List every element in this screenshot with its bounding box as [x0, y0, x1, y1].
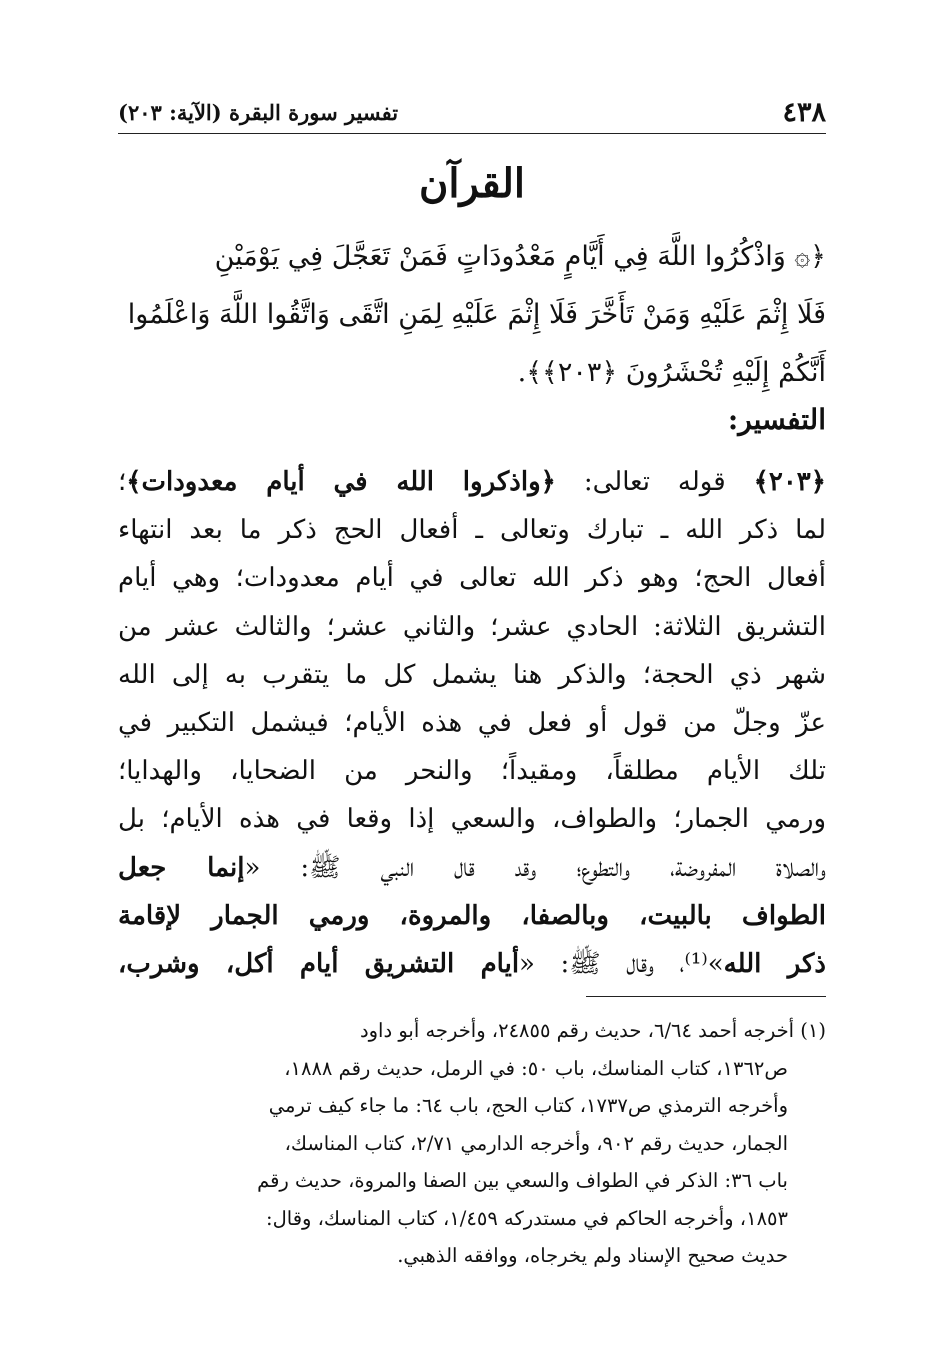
body-line: [118, 458, 826, 506]
footnote-line: وأخرجه الترمذي ص١٧٣٧، كتاب الحج، باب ٦٤: ما جاء كيف ترمي: [268, 1094, 788, 1117]
tafsir-body: [118, 458, 826, 988]
quoted-verse: ﴿واذكروا الله في أيام معدودات﴾: [126, 467, 556, 497]
running-title: تفسير سورة البقرة (الآية: ٢٠٣): [118, 99, 399, 125]
quran-verse: [118, 228, 826, 402]
footnote-line: الجمار، حديث رقم ٩٠٢، وأخرجه الدارمي ٢/٧١، كتاب المناسك،: [284, 1131, 788, 1155]
body-line: أفعال الحج؛ وهو ذكر الله تعالى في أيام معدودات؛ وهي أيام: [118, 563, 826, 594]
hadith-text: أيام التشريق أيام أكل، وشرب،: [118, 949, 520, 980]
footnote-line: حديث صحيح الإسناد ولم يخرجاه، ووافقه الذهبي.: [397, 1244, 788, 1267]
running-header: [118, 92, 826, 132]
header-rule: [118, 133, 826, 134]
body-line: التشريق الثلاثة: الحادي عشر؛ والثاني عشر؛ والثالث عشر من: [118, 611, 826, 642]
footnote-line: ١٨٥٣، وأخرجه الحاكم في مستدركه ١/٤٥٩، كتاب المناسك، وقال:: [266, 1206, 788, 1230]
tafsir-heading: التفسير:: [727, 403, 826, 436]
body-fragment: »⁽¹⁾، وقال ﷺ: «: [519, 949, 724, 980]
footnote-marker: (١): [794, 1019, 826, 1042]
body-line: عزّ وجلّ من قول أو فعل في هذه الأيام؛ فيشمل التكبير في: [118, 708, 826, 739]
body-fragment: قوله تعالى:: [555, 467, 754, 497]
verse-line: أَنَّكُمْ إِلَيْهِ تُحْشَرُونَ ﴿٢٠٣﴾﴾.: [517, 357, 826, 388]
body-fragment: ؛: [118, 467, 127, 497]
quran-heading: القرآن: [418, 160, 526, 207]
verse-line: فَلَا إِثْمَ عَلَيْهِ وَمَنْ تَأَخَّرَ فَلَا إِثْمَ عَلَيْهِ لِمَنِ اتَّقَى وَاتَّقُوا اللَّهَ وَاعْلَمُوا: [127, 299, 826, 330]
verse-line: ﴿۞ وَاذْكُرُوا اللَّهَ فِي أَيَّامٍ مَعْدُودَاتٍ فَمَنْ تَعَجَّلَ فِي يَوْمَيْنِ: [214, 241, 826, 272]
footnote-line: [118, 1012, 826, 1050]
body-line: شهر ذي الحجة؛ والذكر هنا يشمل كل ما يتقرب به إلى الله: [118, 659, 826, 690]
body-line: [118, 940, 826, 988]
footnote: [118, 1012, 826, 1275]
verse-number-ref: ﴿٢٠٣﴾: [753, 467, 826, 497]
footnote-text: أخرجه أحمد ٦/٦٤، حديث رقم ٢٤٨٥٥، وأخرجه أبو داود: [359, 1019, 795, 1042]
hadith-text: ذكر الله: [723, 949, 826, 980]
body-fragment: والصلاة المفروضة، والتطوع؛ وقد قال النبي ﷺ: «: [244, 852, 826, 883]
hadith-line: الطواف بالبيت، وبالصفا، والمروة، ورمي الجمار لإقامة: [118, 900, 826, 931]
footnote-rule: [586, 996, 826, 997]
body-line: [118, 844, 826, 892]
footnote-line: ص١٣٦٢، كتاب المناسك، باب ٥٠: في الرمل، حديث رقم ١٨٨٨،: [284, 1056, 788, 1080]
footnote-line: باب ٣٦: الذكر في الطواف والسعي بين الصفا والمروة، حديث رقم: [257, 1169, 788, 1192]
page-number: ٤٣٨: [782, 96, 826, 128]
hadith-text: إنما جعل: [118, 852, 245, 883]
body-line: تلك الأيام مطلقاً، ومقيداً؛ والنحر من الضحايا، والهدايا؛: [118, 756, 826, 787]
body-line: ورمي الجمار؛ والطواف، والسعي إذا وقعا في هذه الأيام؛ بل: [118, 804, 826, 835]
body-line: لما ذكر الله ـ تبارك وتعالى ـ أفعال الحج ذكر ما بعد انتهاء: [118, 515, 826, 546]
